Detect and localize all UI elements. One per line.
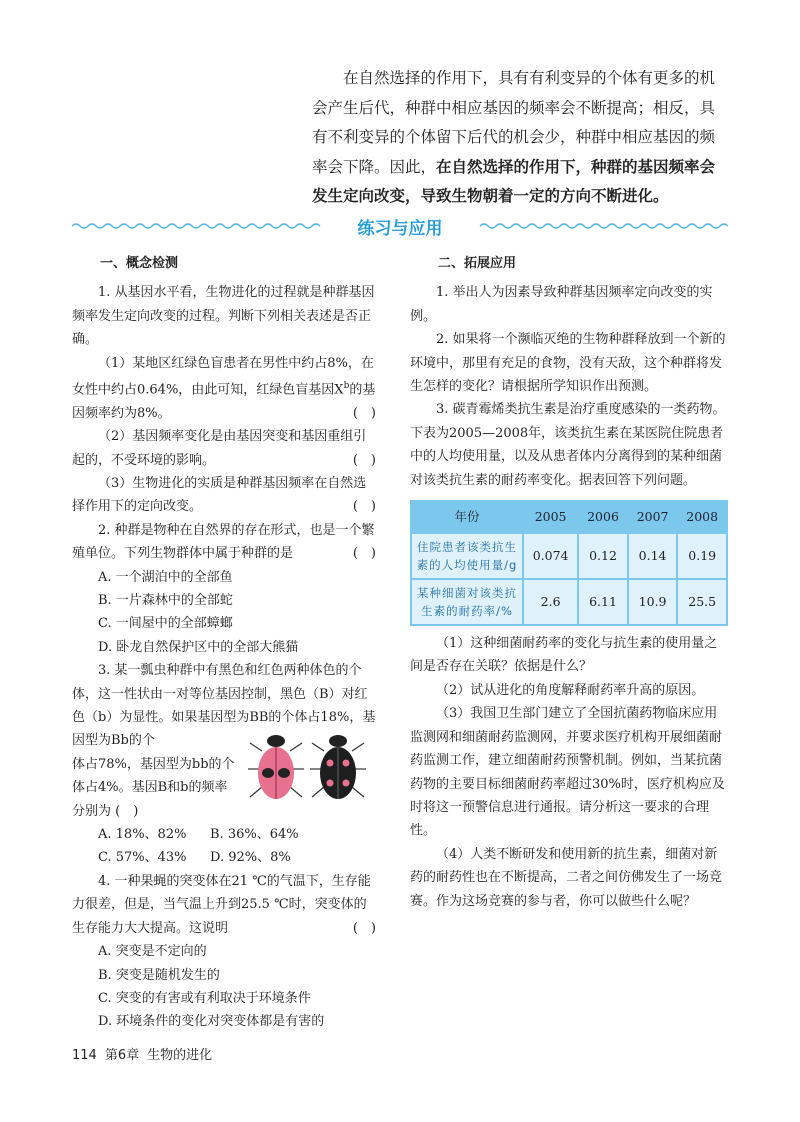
answer-paren: ( ) [352, 546, 376, 562]
ladybug-illustration [246, 729, 370, 809]
q3-stem-b: 体占78%，基因型为bb的个体占4%。基因B和b的频率分别为 ( ) [72, 756, 235, 819]
q4-stem: 4. 一种果蝇的突变体在21 ℃的气温下，生存能力很差，但是，当气温上升到25.5 ℃时，突变体的生存能力大大提高。这说明 ( ) [72, 870, 376, 940]
ext-q3-sub3: （3）我国卫生部门建立了全国抗菌药物临床应用监测网和细菌耐药监测网，并要求医疗机构开展细菌耐药监测工作，建立细菌耐药预警机制。例如，当某抗菌药物的主要目标细菌耐药率超过30%时，医疗机构应及时将这一预警信息进行通报。请分析这一要求的合理性。 [410, 706, 725, 839]
table-header: 2005 [524, 502, 577, 532]
section-heading-extension: 二、拓展应用 [438, 256, 517, 271]
chapter-number: 第6章 [104, 1048, 140, 1063]
table-cell: 10.9 [629, 580, 677, 624]
q2-option: A. 一个湖泊中的全部鱼 [98, 569, 233, 585]
answer-paren: ( ) [352, 920, 376, 936]
black-ladybug [310, 735, 366, 799]
table-header: 2006 [579, 502, 627, 532]
q3-option: B. 36%、64% [210, 827, 299, 843]
ext-q3-sub4: （4）人类不断研发和使用新的抗生素，细菌对新药的耐药性也在不断提高，二者之间仿佛发生了一场竞赛。作为这场竞赛的参与者，你可以做些什么呢？ [410, 846, 723, 909]
red-ladybug [248, 735, 304, 799]
table-header: 2007 [629, 502, 677, 532]
q2-option: D. 卧龙自然保护区中的全部大熊猫 [98, 639, 299, 655]
answer-paren: ( ) [115, 803, 139, 819]
q2-stem: 2. 种群是物种在自然界的存在形式，也是一个繁殖单位。下列生物群体中属于种群的是 ( ) [72, 519, 376, 566]
ext-q1: 1. 举出人为因素导致种群基因频率定向改变的实例。 [410, 285, 713, 324]
table-cell: 0.19 [678, 534, 726, 578]
q1-statement-2: （2）基因频率变化是由基因突变和基因重组引起的，不受环境的影响。 ( ) [72, 425, 376, 472]
q1-statement-1: （1）某地区红绿色盲患者在男性中约占8%，在女性中约占0.64%，由此可知，红绿色盲基因$X^b$的基因频率约为8%。 ( ) [72, 352, 376, 426]
page-number: 114 [72, 1048, 97, 1063]
q4-option: D. 环境条件的变化对突变体都是有害的 [98, 1014, 325, 1030]
q2-option: C. 一间屋中的全部蟑螂 [98, 616, 233, 632]
q3-options-row [72, 846, 376, 869]
table-cell: 0.074 [524, 534, 577, 578]
left-column [72, 252, 376, 1034]
chapter-title: 生物的进化 [147, 1048, 213, 1063]
table-row [412, 534, 726, 578]
q1-stem: 1. 从基因水平看，生物进化的过程就是种群基因频率发生定向改变的过程。判断下列相关表述是否正确。 [72, 285, 375, 348]
q3-option: D. 92%、8% [210, 850, 291, 866]
q1-statement-3: （3）生物进化的实质是种群基因频率在自然选择作用下的定向改变。 ( ) [72, 472, 376, 519]
q4-option: C. 突变的有害或有利取决于环境条件 [98, 990, 311, 1006]
section-banner [72, 210, 728, 244]
intro-paragraph [312, 64, 724, 212]
antibiotic-table [410, 500, 728, 626]
answer-paren: ( ) [352, 452, 376, 468]
q2-option: B. 一片森林中的全部蛇 [98, 593, 233, 609]
table-row [412, 580, 726, 624]
answer-paren: ( ) [352, 499, 376, 515]
q3-option: A. 18%、82% [98, 827, 187, 843]
intro-plain: 在自然选择的作用下，具有有利变异的个体有更多的机会产生后代，种群中相应基因的频率会不断提高；相反，具有不利变异的个体留下后代的机会少，种群中相应基因的频率会下降。因此， [312, 69, 716, 176]
page-footer [72, 1044, 220, 1063]
ext-q3-sub2: （2）试从进化的角度解释耐药率升高的原因。 [436, 682, 705, 698]
row-label: 住院患者该类抗生素的人均使用量/g [412, 534, 522, 578]
banner-title: 练习与应用 [322, 214, 478, 239]
ext-q3-sub1: （1）这种细菌耐药率的变化与抗生素的使用量之间是否存在关联？依据是什么？ [410, 636, 718, 675]
intro-emphasis: 在自然选择的作用下，种群的基因频率会发生定向改变，导致生物朝着一定的方向不断进化。 [312, 157, 716, 205]
answer-paren: ( ) [352, 405, 376, 421]
table-cell: 2.6 [524, 580, 577, 624]
right-column [410, 252, 728, 913]
table-header: 2008 [678, 502, 726, 532]
ext-q2: 2. 如果将一个濒临灭绝的生物种群释放到一个新的环境中，那里有充足的食物，没有天敌，这个种群将发生怎样的变化？请根据所学知识作出预测。 [410, 332, 726, 395]
q3-option: C. 57%、43% [98, 850, 187, 866]
q4-option: B. 突变是随机发生的 [98, 967, 220, 983]
table-cell: 25.5 [678, 580, 726, 624]
table-header: 年份 [412, 502, 522, 532]
table-cell: 6.11 [579, 580, 627, 624]
q3-stem-a: 3. 某一瓢虫种群中有黑色和红色两种体色的个体，这一性状由一对等位基因控制，黑色（B）对红色（b）为显性。如果基因型为BB的个体占18%，基因型为Bb的个 [72, 663, 376, 749]
table-cell: 0.14 [629, 534, 677, 578]
table-cell: 0.12 [579, 534, 627, 578]
table-header-row [412, 502, 726, 532]
ext-q3: 3. 碳青霉烯类抗生素是治疗重度感染的一类药物。下表为2005—2008年，该类抗生素在某医院住院患者中的人均使用量，以及从患者体内分离得到的某种细菌对该类抗生素的耐药率变化。据表回答下列问题。 [410, 402, 726, 488]
q3-block [72, 659, 376, 823]
q4-option: A. 突变是不定向的 [98, 944, 207, 960]
section-heading-concept: 一、概念检测 [100, 256, 179, 271]
q3-options-row [72, 823, 376, 846]
row-label: 某种细菌对该类抗生素的耐药率/% [412, 580, 522, 624]
